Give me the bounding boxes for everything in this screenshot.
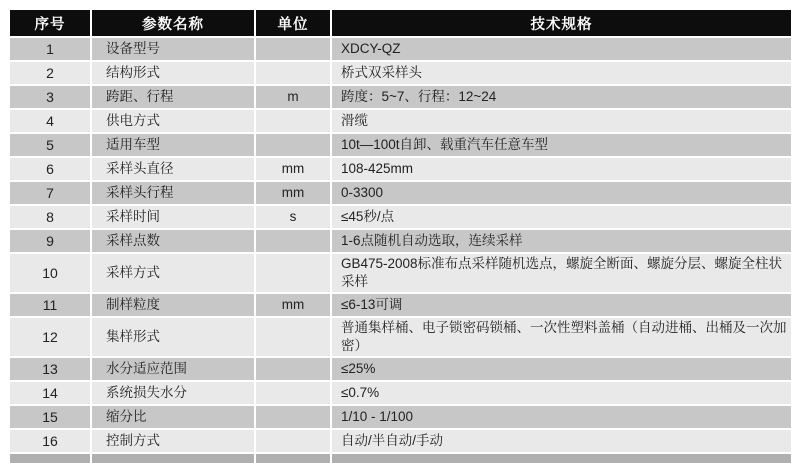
param-name-cell: 采样方式 [92, 254, 254, 292]
unit-cell: s [256, 206, 330, 228]
unit-cell [256, 454, 330, 463]
unit-cell [256, 134, 330, 156]
unit-cell [256, 110, 330, 132]
serial-cell: 7 [10, 182, 90, 204]
param-name-cell: 采样头行程 [92, 182, 254, 204]
serial-cell: 11 [10, 294, 90, 316]
param-name-cell: 供电方式 [92, 110, 254, 132]
serial-cell: 3 [10, 86, 90, 108]
param-name-cell: 缩分比 [92, 406, 254, 428]
spec-cell [332, 454, 791, 463]
spec-cell: 108-425mm [332, 158, 791, 180]
unit-cell [256, 406, 330, 428]
table-row [10, 206, 791, 228]
unit-cell [256, 430, 330, 452]
param-name-cell: 采样点数 [92, 230, 254, 252]
spec-cell: 跨度：5~7、行程：12~24 [332, 86, 791, 108]
unit-cell [256, 318, 330, 356]
spec-cell: 滑缆 [332, 110, 791, 132]
table-row [10, 358, 791, 380]
param-name-cell: 集样形式 [92, 318, 254, 356]
serial-cell: 5 [10, 134, 90, 156]
table-row [10, 182, 791, 204]
serial-cell: 6 [10, 158, 90, 180]
spec-cell: ≤6-13可调 [332, 294, 791, 316]
spec-table [8, 8, 793, 463]
param-name-cell: 制样粒度 [92, 294, 254, 316]
unit-cell [256, 382, 330, 404]
table-row [10, 38, 791, 60]
header-cell-unit: 单位 [256, 10, 330, 36]
table-row [10, 110, 791, 132]
partial-next-row [10, 454, 791, 463]
spec-cell: XDCY-QZ [332, 38, 791, 60]
serial-cell: 4 [10, 110, 90, 132]
spec-cell: ≤0.7% [332, 382, 791, 404]
param-name-cell: 跨距、行程 [92, 86, 254, 108]
serial-cell: 14 [10, 382, 90, 404]
spec-cell: ≤25% [332, 358, 791, 380]
serial-cell: 2 [10, 62, 90, 84]
serial-cell: 16 [10, 430, 90, 452]
table-row [10, 406, 791, 428]
header-cell-param-name: 参数名称 [92, 10, 254, 36]
param-name-cell: 控制方式 [92, 430, 254, 452]
param-name-cell: 结构形式 [92, 62, 254, 84]
table-row [10, 230, 791, 252]
spec-cell: 自动/半自动/手动 [332, 430, 791, 452]
spec-cell: GB475-2008标准布点采样随机选点，螺旋全断面、螺旋分层、螺旋全柱状采样 [332, 254, 791, 292]
unit-cell [256, 230, 330, 252]
table-row [10, 254, 791, 292]
spec-cell: 桥式双采样头 [332, 62, 791, 84]
spec-table-body [10, 38, 791, 452]
unit-cell: mm [256, 294, 330, 316]
header-cell-spec: 技术规格 [332, 10, 791, 36]
serial-cell: 8 [10, 206, 90, 228]
param-name-cell: 适用车型 [92, 134, 254, 156]
serial-cell: 12 [10, 318, 90, 356]
param-name-cell: 采样头直径 [92, 158, 254, 180]
header-cell-serial: 序号 [10, 10, 90, 36]
spec-cell: 1-6点随机自动选取，连续采样 [332, 230, 791, 252]
table-row [10, 86, 791, 108]
spec-cell: 0-3300 [332, 182, 791, 204]
param-name-cell [92, 454, 254, 463]
unit-cell [256, 358, 330, 380]
param-name-cell: 采样时间 [92, 206, 254, 228]
param-name-cell: 水分适应范围 [92, 358, 254, 380]
unit-cell: m [256, 86, 330, 108]
unit-cell: mm [256, 182, 330, 204]
param-name-cell: 设备型号 [92, 38, 254, 60]
serial-cell: 13 [10, 358, 90, 380]
unit-cell: mm [256, 158, 330, 180]
unit-cell [256, 38, 330, 60]
table-row [10, 62, 791, 84]
serial-cell: 15 [10, 406, 90, 428]
serial-cell: 1 [10, 38, 90, 60]
table-row [10, 382, 791, 404]
serial-cell [10, 454, 90, 463]
spec-cell: 1/10 - 1/100 [332, 406, 791, 428]
table-row [10, 318, 791, 356]
header-row [10, 10, 791, 36]
table-row [10, 430, 791, 452]
spec-cell: ≤45秒/点 [332, 206, 791, 228]
table-row [10, 158, 791, 180]
spec-table-header [10, 10, 791, 36]
unit-cell [256, 254, 330, 292]
spec-table-foot [10, 454, 791, 463]
serial-cell: 9 [10, 230, 90, 252]
param-name-cell: 系统损失水分 [92, 382, 254, 404]
spec-cell: 普通集样桶、电子锁密码锁桶、一次性塑料盖桶（自动进桶、出桶及一次加密） [332, 318, 791, 356]
serial-cell: 10 [10, 254, 90, 292]
unit-cell [256, 62, 330, 84]
table-row [10, 134, 791, 156]
table-row [10, 294, 791, 316]
spec-cell: 10t—100t自卸、载重汽车任意车型 [332, 134, 791, 156]
